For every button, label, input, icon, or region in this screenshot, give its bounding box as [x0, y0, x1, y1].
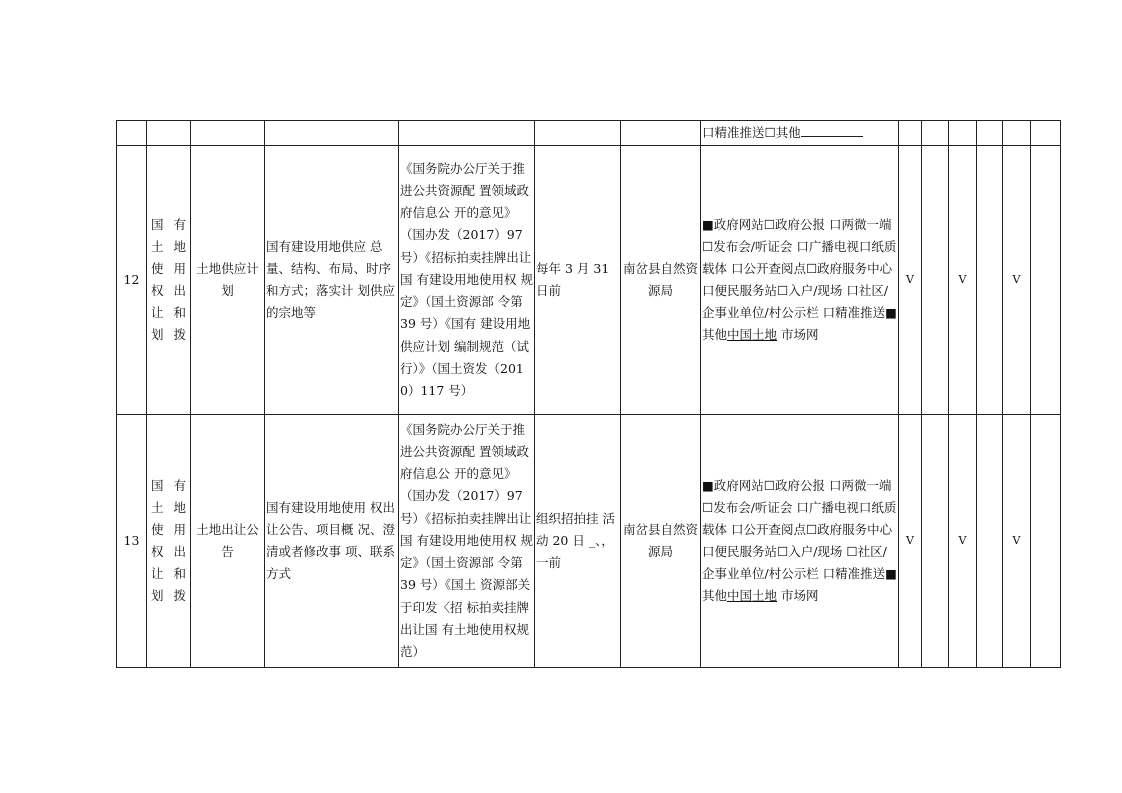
table-row [117, 415, 1061, 668]
row-number: 12 [117, 146, 147, 415]
item-name: 土地供应计划 [191, 146, 265, 415]
category-line: 让和 [151, 566, 186, 581]
cell-empty [922, 121, 949, 146]
check-mark: V [899, 415, 922, 668]
cell-empty [899, 121, 922, 146]
category-line: 土地 [151, 239, 186, 254]
category-cell [147, 146, 191, 415]
cell-empty [977, 146, 1003, 415]
channels-underlined-text: 中国土地 [727, 327, 778, 342]
cell-empty [1003, 121, 1031, 146]
check-mark: V [949, 415, 977, 668]
category-line: 国有 [151, 217, 186, 232]
cell-empty [191, 121, 265, 146]
table-row [117, 146, 1061, 415]
table-row [117, 121, 1061, 146]
cell-empty [922, 415, 949, 668]
cell-empty [922, 146, 949, 415]
channels-suffix-text: 市场网 [777, 588, 819, 603]
category-cell [147, 415, 191, 668]
disclosure-content: 国有建设用地供应 总量、结构、布局、时序和方式；落实计 划供应的宗地等 [265, 146, 399, 415]
channels-text: ■政府网站☐政府公报 口两微一端☐发布会/听证会 口广播电视口纸质载体 口公开查阅点☐政府服务中心 口便民服务站☐入户/现场 ☐社区/企事业单位/村公示栏 口精准推送■其他 [702, 478, 897, 603]
category-line: 使用 [151, 261, 186, 276]
disclosure-table [116, 120, 1061, 668]
channels-cell [701, 146, 899, 415]
cell-empty [949, 121, 977, 146]
channels-cell [701, 121, 899, 146]
category-line: 土地 [151, 500, 186, 515]
channels-text: ■政府网站☐政府公报 口两微一端☐发布会/听证会 口广播电视口纸质载体 口公开查阅点☐政府服务中心 口便民服务站☐入户/现场 口社区/企事业单位/村公示栏 口精准推送■其他 [702, 217, 897, 342]
channels-suffix-text: 市场网 [777, 327, 819, 342]
cell-empty [535, 121, 621, 146]
cell-empty [147, 121, 191, 146]
cell-empty [265, 121, 399, 146]
responsible-department: 南岔县自然资源局 [621, 146, 701, 415]
category-line: 划拨 [151, 588, 186, 603]
cell-empty [977, 415, 1003, 668]
disclosure-content: 国有建设用地使用 权出让公告、项目概 况、澄清或者修改事 项、联系方式 [265, 415, 399, 668]
disclosure-time: 组织招拍挂 活动 20 日 _、，一前 [535, 415, 621, 668]
cell-empty [117, 121, 147, 146]
legal-basis: 《国务院办公厅关于推进公共资源配 置领域政府信息公 开的意见》（国办发（2017）97 号）《招标拍卖挂牌出让国 有建设用地使用权 规定》（国土资源部 令第 39 号）《国有 建设用地供应计划 编制规范（试行）》（国土资发（2010）117 号） [399, 146, 535, 415]
category-line: 使用 [151, 522, 186, 537]
disclosure-time: 每年 3 月 31 日前 [535, 146, 621, 415]
check-mark: V [899, 146, 922, 415]
category-line: 权出 [151, 544, 186, 559]
fill-in-blank-line [801, 123, 863, 137]
cell-empty [621, 121, 701, 146]
channels-cell [701, 415, 899, 668]
channels-underlined-text: 中国土地 [727, 588, 778, 603]
check-mark: V [1003, 415, 1031, 668]
check-mark: V [1003, 146, 1031, 415]
item-name: 土地出让公告 [191, 415, 265, 668]
cell-empty [399, 121, 535, 146]
cell-empty [1031, 146, 1061, 415]
channels-tail-text: 口精准推送☐其他 [702, 125, 801, 140]
responsible-department: 南岔县自然资源局 [621, 415, 701, 668]
legal-basis: 《国务院办公厅关于推进公共资源配 置领域政府信息公 开的意见》（国办发（2017）97 号）《招标拍卖挂牌出让国 有建设用地使用权 规定》（国土资源部 令第 39 号）《国土 资源部关于印发〈招 标拍卖挂牌出让国 有土地使用权规范） [399, 415, 535, 668]
cell-empty [1031, 121, 1061, 146]
row-number: 13 [117, 415, 147, 668]
category-line: 国有 [151, 478, 186, 493]
category-line: 权出 [151, 283, 186, 298]
cell-empty [977, 121, 1003, 146]
check-mark: V [949, 146, 977, 415]
category-line: 让和 [151, 305, 186, 320]
category-line: 划拨 [151, 327, 186, 342]
cell-empty [1031, 415, 1061, 668]
